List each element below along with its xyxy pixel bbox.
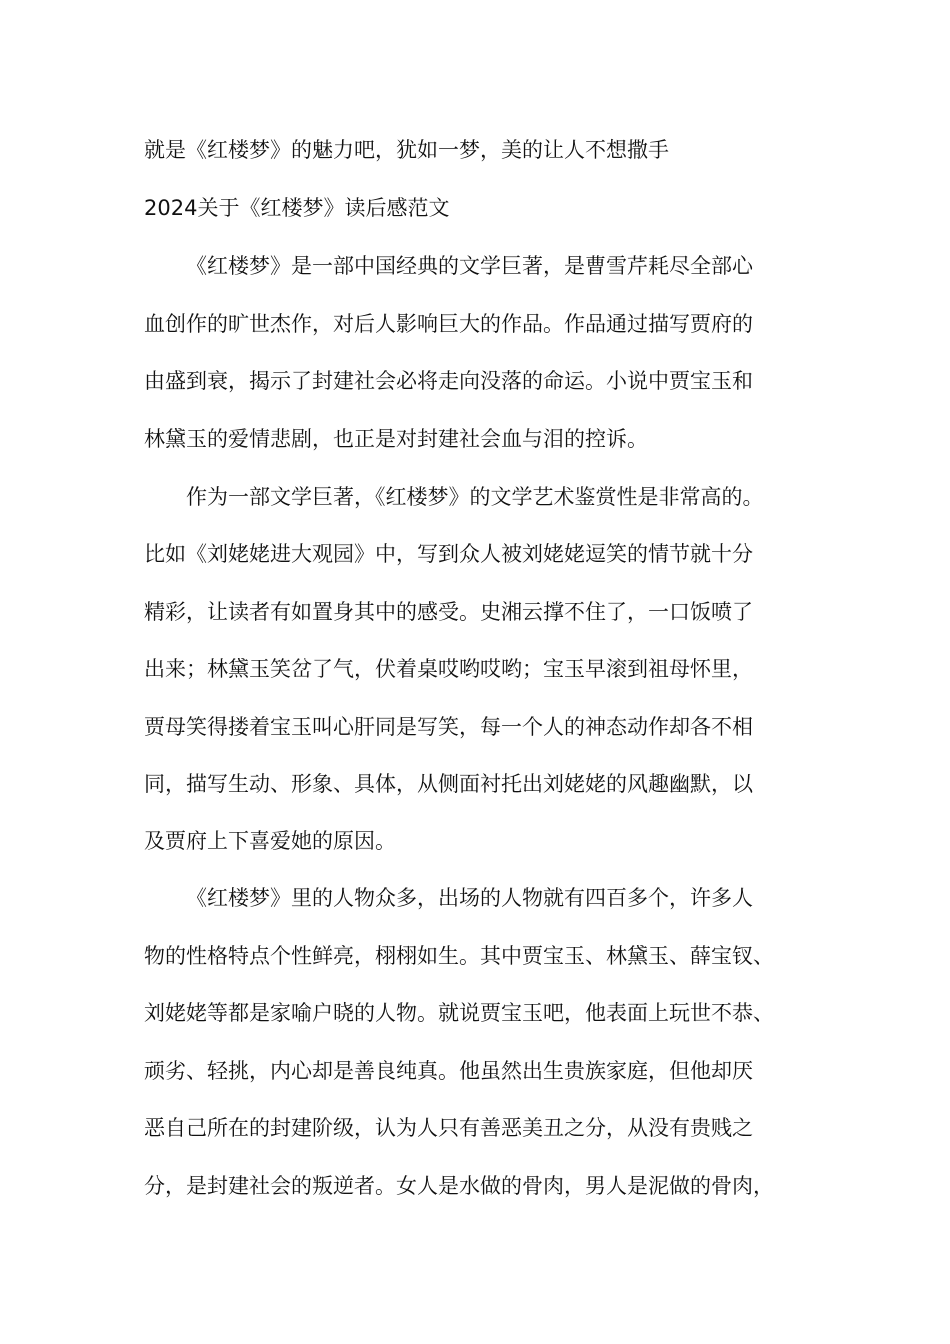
paragraph-line-5: 由盛到衰，揭示了封建社会必将走向没落的命运。小说中贾宝玉和 (144, 369, 753, 393)
paragraph-line-18: 恶自己所在的封建阶级，认为人只有善恶美丑之分，从没有贵贱之 (144, 1116, 753, 1140)
paragraph-line-12: 同，描写生动、形象、具体，从侧面衬托出刘姥姥的风趣幽默，以 (144, 772, 753, 796)
paragraph-line-6: 林黛玉的爱情悲剧，也正是对封建社会血与泪的控诉。 (144, 427, 648, 451)
paragraph-line-8: 比如《刘姥姥进大观园》中，写到众人被刘姥姥逗笑的情节就十分 (144, 542, 753, 566)
section-title: 2024关于《红楼梦》读后感范文 (144, 196, 450, 220)
paragraph-line-15: 物的性格特点个性鲜亮，栩栩如生。其中贾宝玉、林黛玉、薛宝钗、 (144, 944, 774, 968)
paragraph-line-11: 贾母笑得搂着宝玉叫心肝同是写笑，每一个人的神态动作却各不相 (144, 715, 753, 739)
paragraph-line-14: 《红楼梦》里的人物众多，出场的人物就有四百多个，许多人 (186, 886, 753, 910)
paragraph-line-1: 就是《红楼梦》的魅力吧，犹如一梦，美的让人不想撒手 (144, 138, 669, 162)
paragraph-line-13: 及贾府上下喜爱她的原因。 (144, 829, 396, 853)
paragraph-line-3: 《红楼梦》是一部中国经典的文学巨著，是曹雪芹耗尽全部心 (186, 254, 753, 278)
paragraph-line-16: 刘姥姥等都是家喻户晓的人物。就说贾宝玉吧，他表面上玩世不恭、 (144, 1001, 774, 1025)
paragraph-line-4: 血创作的旷世杰作，对后人影响巨大的作品。作品通过描写贾府的 (144, 312, 753, 336)
paragraph-line-7: 作为一部文学巨著，《红楼梦》的文学艺术鉴赏性是非常高的。 (186, 485, 764, 509)
paragraph-line-10: 出来；林黛玉笑岔了气，伏着桌哎哟哎哟；宝玉早滚到祖母怀里， (144, 657, 753, 681)
paragraph-line-17: 顽劣、轻挑，内心却是善良纯真。他虽然出生贵族家庭，但他却厌 (144, 1059, 753, 1083)
paragraph-line-19: 分，是封建社会的叛逆者。女人是水做的骨肉，男人是泥做的骨肉， (144, 1174, 774, 1198)
paragraph-line-9: 精彩，让读者有如置身其中的感受。史湘云撑不住了，一口饭喷了 (144, 600, 753, 624)
